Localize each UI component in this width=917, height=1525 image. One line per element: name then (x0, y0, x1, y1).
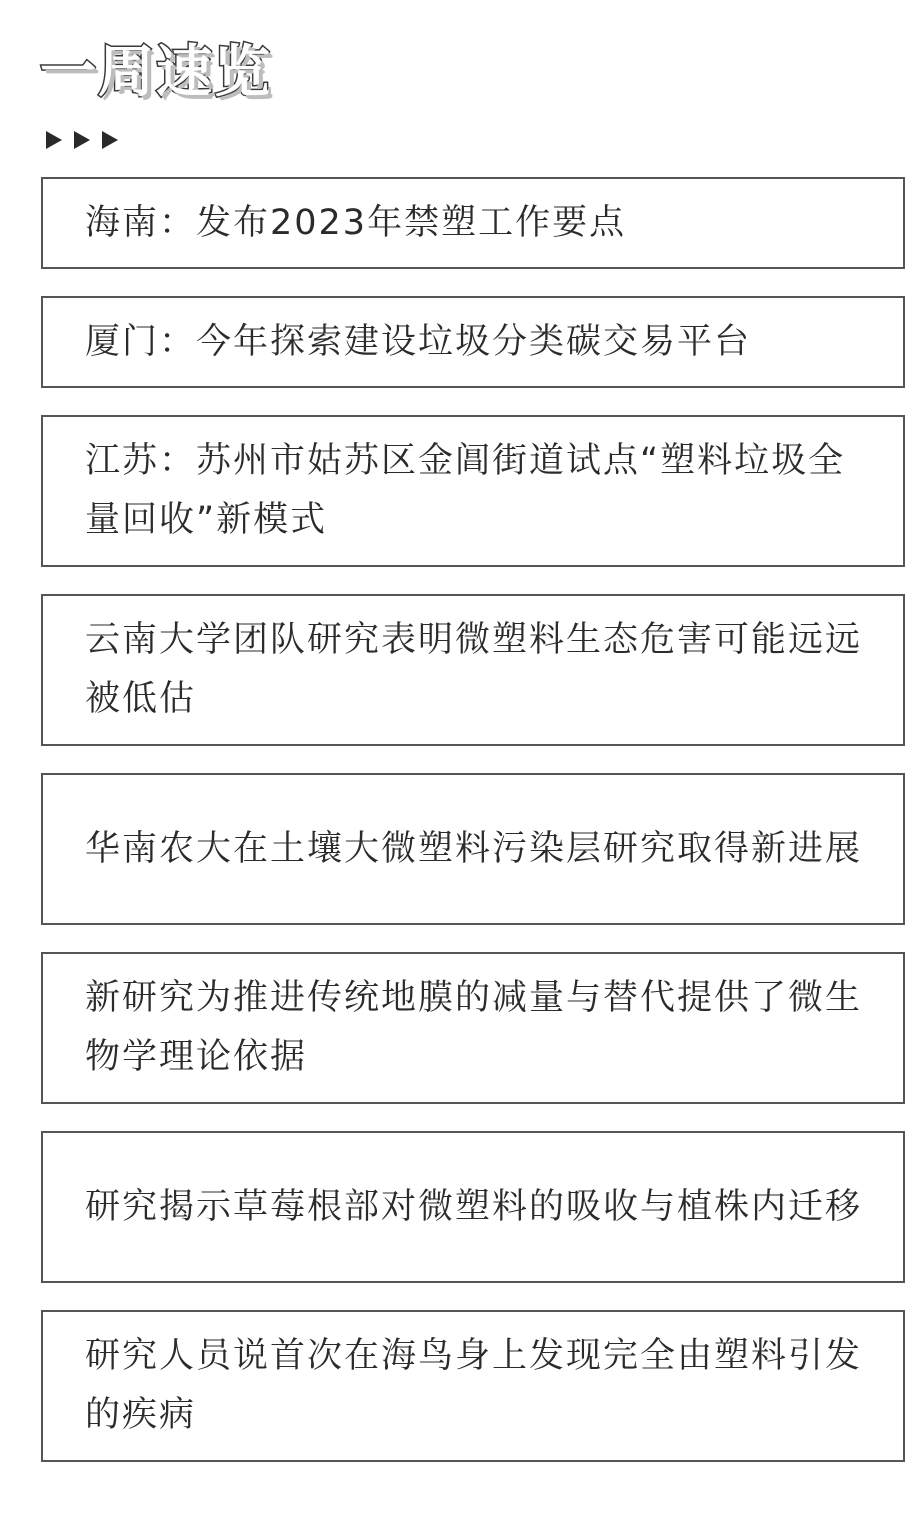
news-item-text: 华南农大在土壤大微塑料污染层研究取得新进展 (85, 828, 863, 869)
news-item[interactable] (41, 594, 905, 746)
news-item[interactable] (41, 773, 905, 925)
news-item-text: 厦门：今年探索建设垃圾分类碳交易平台 (85, 321, 752, 362)
news-item[interactable] (41, 1131, 905, 1283)
news-item-text: 研究揭示草莓根部对微塑料的吸收与植株内迁移 (85, 1186, 863, 1227)
news-item[interactable] (41, 177, 905, 269)
news-item[interactable] (41, 296, 905, 388)
news-item-text: 新研究为推进传统地膜的减量与替代提供了微生物学理论依据 (85, 978, 863, 1077)
news-item-text: 云南大学团队研究表明微塑料生态危害可能远远被低估 (85, 620, 863, 719)
triangle-right-icon (102, 131, 118, 149)
news-item[interactable] (41, 952, 905, 1104)
news-item[interactable] (41, 415, 905, 567)
news-item-text: 研究人员说首次在海鸟身上发现完全由塑料引发的疾病 (85, 1336, 863, 1435)
page-title: 一周速览 (40, 40, 272, 105)
triangle-right-icon (46, 131, 62, 149)
news-list (41, 177, 905, 1462)
news-item-text: 海南：发布2023年禁塑工作要点 (85, 202, 627, 243)
section-arrows (46, 126, 118, 154)
triangle-right-icon (74, 131, 90, 149)
news-item-text: 江苏：苏州市姑苏区金阊街道试点“塑料垃圾全量回收”新模式 (85, 441, 846, 540)
news-item[interactable] (41, 1310, 905, 1462)
